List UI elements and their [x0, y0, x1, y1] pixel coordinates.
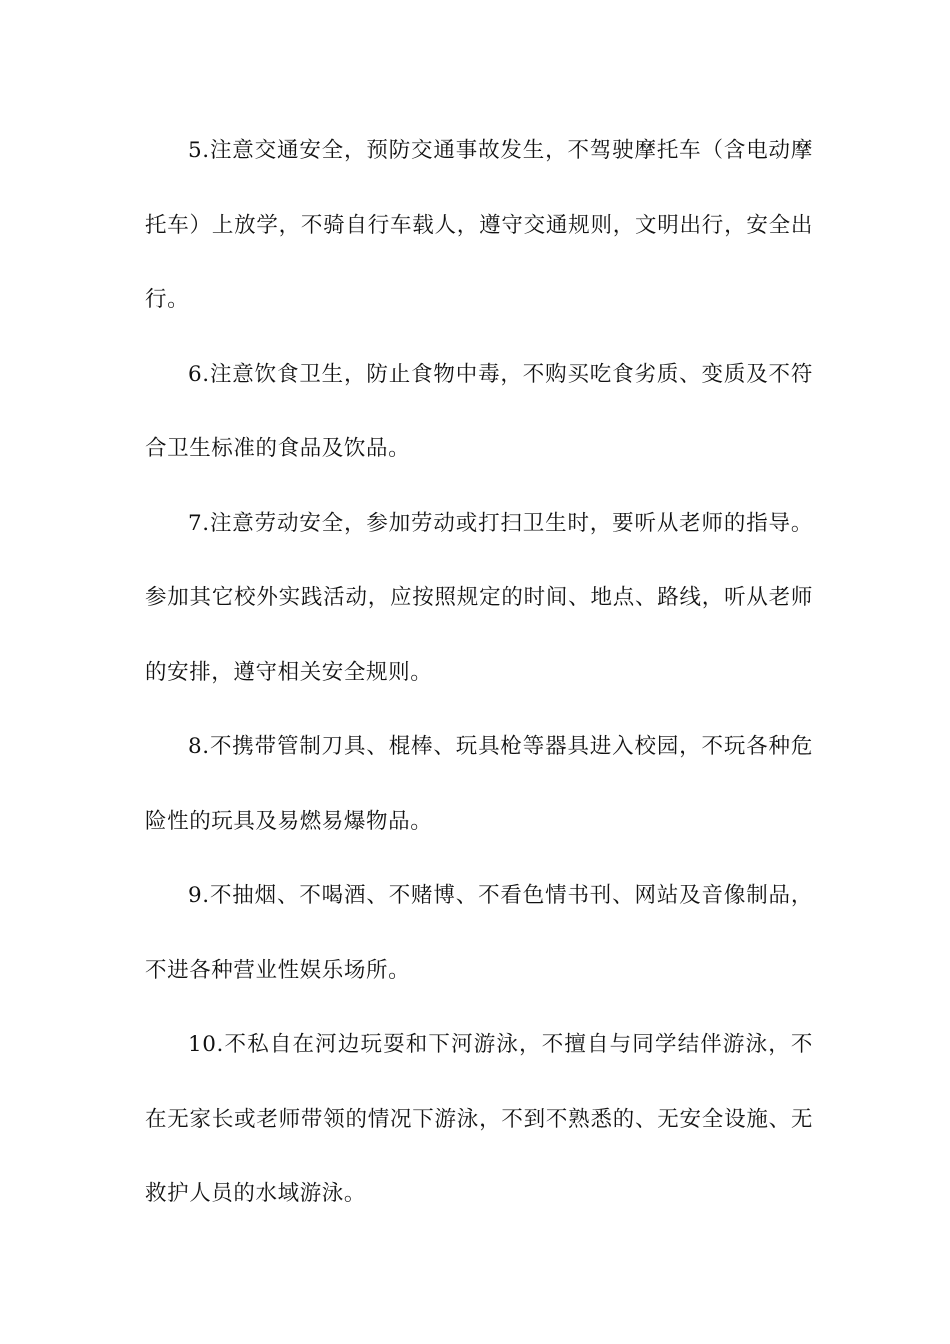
document-body	[145, 114, 813, 1232]
paragraph-swimming-safety: 10.不私自在河边玩耍和下河游泳，不擅自与同学结伴游泳，不在无家长或老师带领的情况下游泳，不到不熟悉的、无安全设施、无救护人员的水域游泳。	[145, 1032, 813, 1206]
paragraph-prohibited-behaviors: 9.不抽烟、不喝酒、不赌博、不看色情书刊、网站及音像制品，不进各种营业性娱乐场所。	[145, 883, 813, 983]
paragraph-prohibited-items: 8.不携带管制刀具、棍棒、玩具枪等器具进入校园，不玩各种危险性的玩具及易燃易爆物品。	[145, 734, 813, 834]
paragraph-traffic-safety: 5.注意交通安全，预防交通事故发生，不驾驶摩托车（含电动摩托车）上放学，不骑自行车载人，遵守交通规则，文明出行，安全出行。	[145, 138, 813, 312]
paragraph-food-hygiene: 6.注意饮食卫生，防止食物中毒，不购买吃食劣质、变质及不符合卫生标准的食品及饮品。	[145, 361, 813, 461]
paragraph-labor-safety: 7.注意劳动安全，参加劳动或打扫卫生时，要听从老师的指导。参加其它校外实践活动，应按照规定的时间、地点、路线，听从老师的安排，遵守相关安全规则。	[145, 510, 813, 685]
